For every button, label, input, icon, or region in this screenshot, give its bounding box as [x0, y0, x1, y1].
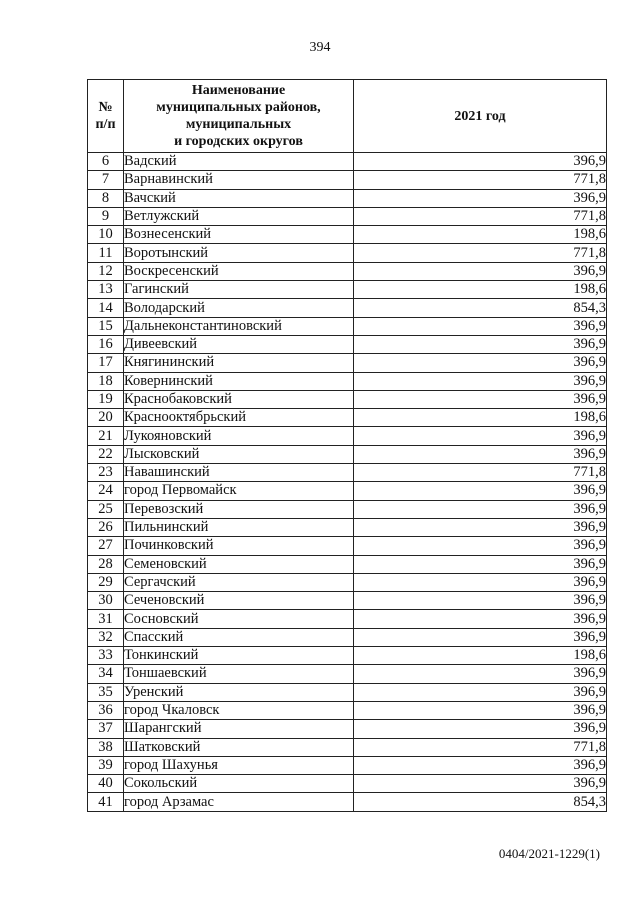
table-row — [88, 445, 607, 463]
row-value: 396,9 — [354, 445, 607, 463]
table-row — [88, 299, 607, 317]
row-value: 198,6 — [354, 647, 607, 665]
table-row — [88, 647, 607, 665]
table-row — [88, 592, 607, 610]
row-name: Вадский — [124, 153, 354, 171]
row-value: 396,9 — [354, 592, 607, 610]
row-number: 16 — [88, 335, 124, 353]
row-name: Ковернинский — [124, 372, 354, 390]
table-row — [88, 775, 607, 793]
row-number: 21 — [88, 427, 124, 445]
row-name: Воротынский — [124, 244, 354, 262]
row-value: 396,9 — [354, 665, 607, 683]
table-row — [88, 244, 607, 262]
row-name: Вачский — [124, 189, 354, 207]
row-value: 198,6 — [354, 281, 607, 299]
row-name: Княгининский — [124, 354, 354, 372]
row-number: 37 — [88, 720, 124, 738]
row-value: 396,9 — [354, 390, 607, 408]
row-number: 38 — [88, 738, 124, 756]
table-row — [88, 610, 607, 628]
table-row — [88, 372, 607, 390]
table-row — [88, 482, 607, 500]
row-number: 23 — [88, 464, 124, 482]
row-value: 396,9 — [354, 756, 607, 774]
table-row — [88, 335, 607, 353]
row-number: 41 — [88, 793, 124, 811]
table-row — [88, 153, 607, 171]
row-name: Шатковский — [124, 738, 354, 756]
row-number: 15 — [88, 317, 124, 335]
row-number: 11 — [88, 244, 124, 262]
row-value: 396,9 — [354, 518, 607, 536]
table-row — [88, 701, 607, 719]
table-row — [88, 317, 607, 335]
row-name: Навашинский — [124, 464, 354, 482]
row-name: Тонкинский — [124, 647, 354, 665]
row-number: 40 — [88, 775, 124, 793]
row-name: Дальнеконстантиновский — [124, 317, 354, 335]
table-row — [88, 390, 607, 408]
row-name: Вознесенский — [124, 226, 354, 244]
page-number: 394 — [309, 40, 331, 55]
row-number: 28 — [88, 555, 124, 573]
table-row — [88, 555, 607, 573]
row-number: 18 — [88, 372, 124, 390]
row-name: Сосновский — [124, 610, 354, 628]
table-row — [88, 354, 607, 372]
header-number: № п/п — [88, 80, 124, 153]
row-name: Краснооктябрьский — [124, 409, 354, 427]
row-name: Шарангский — [124, 720, 354, 738]
table-row — [88, 573, 607, 591]
row-value: 771,8 — [354, 207, 607, 225]
row-name: Пильнинский — [124, 518, 354, 536]
document-code: 0404/2021-1229(1) — [498, 846, 600, 861]
table-row — [88, 537, 607, 555]
row-number: 13 — [88, 281, 124, 299]
header-name: Наименование муниципальных районов, муниципальных и городских округов — [124, 80, 354, 153]
row-number: 33 — [88, 647, 124, 665]
row-name: Перевозский — [124, 500, 354, 518]
row-value: 396,9 — [354, 153, 607, 171]
row-number: 36 — [88, 701, 124, 719]
row-number: 7 — [88, 171, 124, 189]
row-value: 396,9 — [354, 335, 607, 353]
row-name: город Первомайск — [124, 482, 354, 500]
table-row — [88, 207, 607, 225]
table-row — [88, 518, 607, 536]
row-value: 396,9 — [354, 262, 607, 280]
row-name: Дивеевский — [124, 335, 354, 353]
row-name: Володарский — [124, 299, 354, 317]
row-number: 20 — [88, 409, 124, 427]
row-name: Лысковский — [124, 445, 354, 463]
row-value: 396,9 — [354, 555, 607, 573]
row-value: 396,9 — [354, 372, 607, 390]
row-number: 32 — [88, 628, 124, 646]
row-number: 27 — [88, 537, 124, 555]
row-value: 854,3 — [354, 299, 607, 317]
row-number: 6 — [88, 153, 124, 171]
table-row — [88, 427, 607, 445]
row-value: 396,9 — [354, 537, 607, 555]
row-name: Уренский — [124, 683, 354, 701]
row-value: 396,9 — [354, 482, 607, 500]
table-row — [88, 262, 607, 280]
row-number: 24 — [88, 482, 124, 500]
row-name: Сокольский — [124, 775, 354, 793]
table-row — [88, 665, 607, 683]
row-name: Гагинский — [124, 281, 354, 299]
table-row — [88, 281, 607, 299]
table-row — [88, 793, 607, 811]
row-name: Семеновский — [124, 555, 354, 573]
table-row — [88, 628, 607, 646]
table-body — [88, 153, 607, 812]
row-value: 396,9 — [354, 701, 607, 719]
row-value: 771,8 — [354, 244, 607, 262]
row-number: 8 — [88, 189, 124, 207]
header-year: 2021 год — [354, 80, 607, 153]
row-number: 10 — [88, 226, 124, 244]
row-name: Варнавинский — [124, 171, 354, 189]
row-number: 39 — [88, 756, 124, 774]
table-row — [88, 738, 607, 756]
row-value: 771,8 — [354, 738, 607, 756]
row-name: город Шахунья — [124, 756, 354, 774]
row-number: 35 — [88, 683, 124, 701]
table-row — [88, 189, 607, 207]
row-number: 9 — [88, 207, 124, 225]
table-row — [88, 226, 607, 244]
row-value: 396,9 — [354, 500, 607, 518]
table-header-row — [88, 80, 607, 153]
row-name: Ветлужский — [124, 207, 354, 225]
row-value: 396,9 — [354, 628, 607, 646]
row-name: Починковский — [124, 537, 354, 555]
subsidy-table — [87, 79, 607, 812]
row-number: 25 — [88, 500, 124, 518]
row-number: 17 — [88, 354, 124, 372]
row-name: Тоншаевский — [124, 665, 354, 683]
row-number: 22 — [88, 445, 124, 463]
table-row — [88, 409, 607, 427]
row-name: Сергачский — [124, 573, 354, 591]
row-name: Сеченовский — [124, 592, 354, 610]
row-name: Воскресенский — [124, 262, 354, 280]
row-number: 31 — [88, 610, 124, 628]
row-value: 198,6 — [354, 409, 607, 427]
table-row — [88, 683, 607, 701]
row-name: Спасский — [124, 628, 354, 646]
row-value: 396,9 — [354, 573, 607, 591]
table-row — [88, 171, 607, 189]
row-number: 34 — [88, 665, 124, 683]
row-value: 198,6 — [354, 226, 607, 244]
row-name: Краснобаковский — [124, 390, 354, 408]
row-number: 26 — [88, 518, 124, 536]
row-name: город Чкаловск — [124, 701, 354, 719]
row-name: Лукояновский — [124, 427, 354, 445]
row-number: 19 — [88, 390, 124, 408]
row-value: 396,9 — [354, 775, 607, 793]
row-value: 396,9 — [354, 189, 607, 207]
row-number: 12 — [88, 262, 124, 280]
row-value: 396,9 — [354, 427, 607, 445]
row-value: 854,3 — [354, 793, 607, 811]
row-name: город Арзамас — [124, 793, 354, 811]
row-value: 396,9 — [354, 317, 607, 335]
table-row — [88, 720, 607, 738]
row-value: 771,8 — [354, 464, 607, 482]
table-row — [88, 500, 607, 518]
row-value: 396,9 — [354, 354, 607, 372]
row-number: 29 — [88, 573, 124, 591]
row-value: 396,9 — [354, 610, 607, 628]
table-row — [88, 756, 607, 774]
row-number: 14 — [88, 299, 124, 317]
row-value: 771,8 — [354, 171, 607, 189]
table-row — [88, 464, 607, 482]
row-number: 30 — [88, 592, 124, 610]
row-value: 396,9 — [354, 683, 607, 701]
row-value: 396,9 — [354, 720, 607, 738]
